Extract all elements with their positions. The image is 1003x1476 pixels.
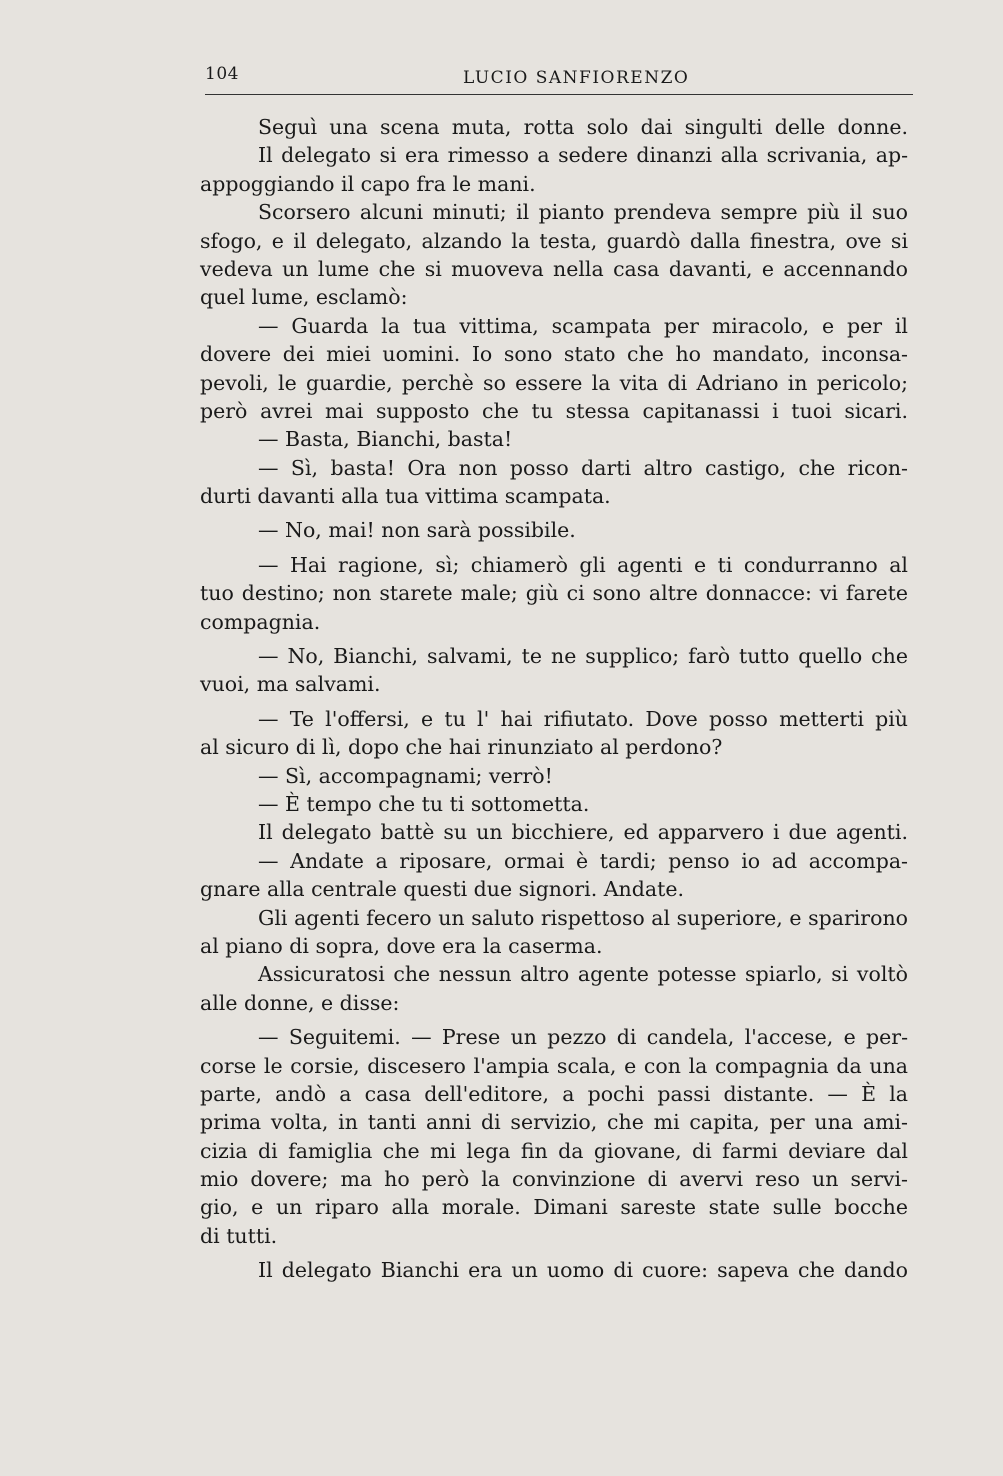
text-line: però avrei mai supposto che tu stessa capitanassi i tuoi sicari.	[200, 398, 908, 423]
text-line: al sicuro di lì, dopo che hai rinunziato al perdono?	[200, 735, 723, 760]
text-line: di tutti.	[200, 1223, 278, 1248]
text-line: cizia di famiglia che mi lega fin da giovane, di farmi deviare dal	[200, 1138, 908, 1163]
text-line: Assicuratosi che nessun altro agente potesse spiarlo, si voltò	[258, 962, 908, 987]
text-line: Scorsero alcuni minuti; il pianto prendeva sempre più il suo	[258, 200, 908, 225]
text-line: al piano di sopra, dove era la caserma.	[200, 933, 603, 958]
text-line: — Guarda la tua vittima, scampata per miracolo, e per il	[258, 313, 908, 338]
text-line: appoggiando il capo fra le mani.	[200, 171, 536, 196]
text-line: prima volta, in tanti anni di servizio, che mi capita, per una ami-	[200, 1110, 908, 1135]
text-line: Seguì una scena muta, rotta solo dai singulti delle donne.	[258, 115, 908, 139]
text-line: corse le corsie, discesero l'ampia scala, e con la compagnia da una	[200, 1053, 908, 1078]
text-line: sfogo, e il delegato, alzando la testa, guardò dalla finestra, ove si	[200, 228, 908, 253]
text-line: Il delegato battè su un bicchiere, ed apparvero i due agenti.	[258, 820, 908, 845]
text-line: mio dovere; ma ho però la convinzione di avervi reso un servi-	[200, 1167, 908, 1192]
text-line: vuoi, ma salvami.	[200, 672, 381, 697]
text-line: gio, e un riparo alla morale. Dimani sareste state sulle bocche	[200, 1195, 908, 1220]
text-line: Il delegato si era rimesso a sedere dinanzi alla scrivania, ap-	[258, 143, 908, 168]
text-line: — Basta, Bianchi, basta!	[258, 427, 513, 452]
text-line: — Sì, accompagnami; verrò!	[258, 763, 553, 788]
text-line: parte, andò a casa dell'editore, a pochi passi distante. — È la	[200, 1081, 908, 1106]
text-line: Gli agenti fecero un saluto rispettoso al superiore, e sparirono	[258, 905, 908, 930]
body-text	[200, 113, 908, 1285]
text-line: quel lume, esclamò:	[200, 285, 408, 310]
text-line: tuo destino; non starete male; giù ci sono altre donnacce: vi farete	[200, 581, 908, 606]
text-line: — No, Bianchi, salvami, te ne supplico; farò tutto quello che	[258, 644, 908, 669]
text-line: pevoli, le guardie, perchè so essere la vita di Adriano in pericolo;	[200, 370, 908, 395]
text-line: Il delegato Bianchi era un uomo di cuore: sapeva che dando	[258, 1258, 908, 1283]
text-line: gnare alla centrale questi due signori. Andate.	[200, 877, 684, 902]
text-line: — È tempo che tu ti sottometta.	[258, 791, 590, 816]
running-title: LUCIO SANFIORENZO	[463, 68, 690, 88]
header-rule	[205, 94, 913, 95]
running-head	[205, 64, 910, 94]
text-line: — No, mai! non sarà possibile.	[258, 518, 576, 543]
text-line: — Hai ragione, sì; chiamerò gli agenti e ti condurranno al	[258, 552, 908, 577]
text-line: — Andate a riposare, ormai è tardi; penso io ad accompa-	[258, 848, 908, 873]
text-line: durti davanti alla tua vittima scampata.	[200, 484, 611, 509]
text-line: vedeva un lume che si muoveva nella casa davanti, e accennando	[200, 256, 908, 281]
text-line: alle donne, e disse:	[200, 990, 400, 1015]
text-line: — Te l'offersi, e tu l' hai rifiutato. Dove posso metterti più	[258, 706, 908, 731]
page-number: 104	[205, 64, 239, 84]
text-line: — Seguitemi. — Prese un pezzo di candela, l'accese, e per-	[258, 1025, 908, 1050]
text-line: compagnia.	[200, 609, 321, 634]
text-line: — Sì, basta! Ora non posso darti altro castigo, che ricon-	[258, 455, 908, 480]
text-line: dovere dei miei uomini. Io sono stato che ho mandato, inconsa-	[200, 342, 908, 367]
